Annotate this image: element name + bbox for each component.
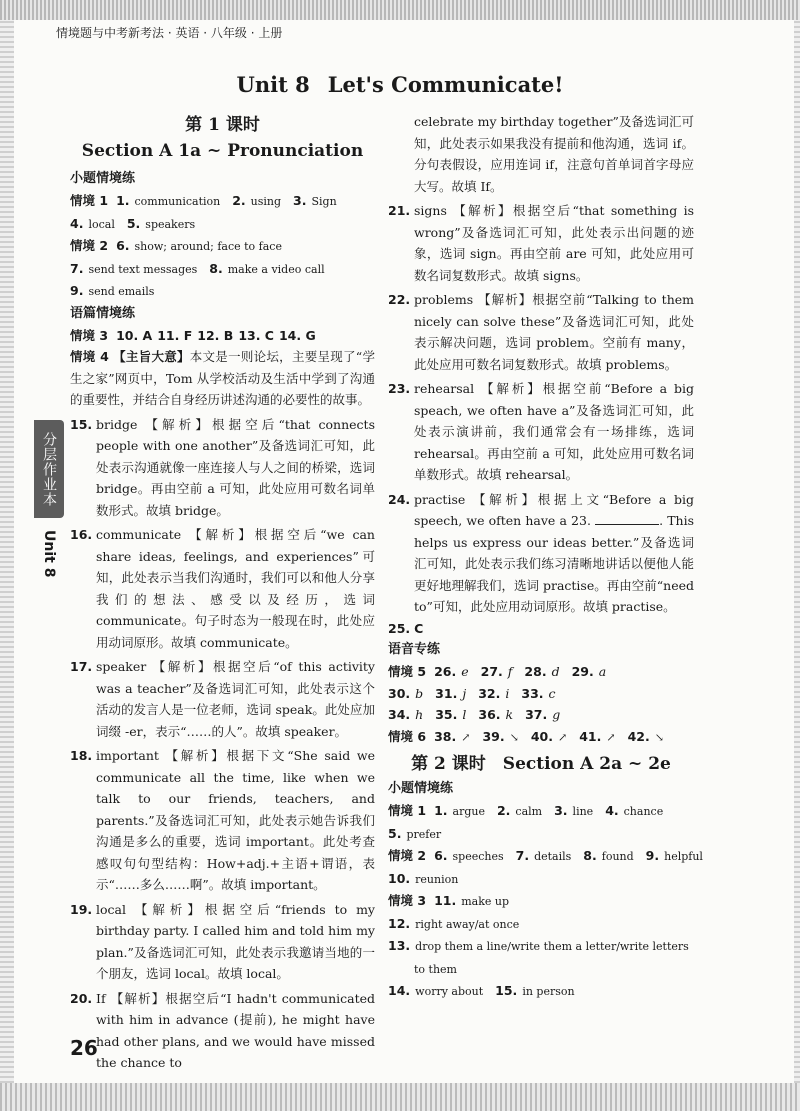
side-unit-label: Unit 8 [41,530,57,578]
question-number: 40. [530,728,553,744]
question-number: 31. [435,685,458,701]
answer-text: ↗ [606,730,616,744]
answer-text: k [505,707,514,722]
unit-name: Let's Communicate! [327,72,564,97]
subsection-heading: 小题情境练 [388,781,454,796]
question-number: 29. [571,664,594,679]
answer-line [70,213,375,236]
question-number: 28. [524,664,547,679]
left-column [70,108,375,1074]
answer-line [388,890,694,913]
answer-text: ↘ [654,730,664,744]
question-number: 7. [515,848,530,863]
question-number: 42. [627,728,650,744]
answer-text: send emails [88,285,155,298]
side-tab: 分层作业本 [34,420,64,518]
answer-text: Sign [311,195,337,208]
scenario-label: 情境 2 [70,238,109,253]
blank-line [595,512,659,525]
answer-line [70,190,375,213]
answer-text: ↘ [509,730,519,744]
question-number: 2. [496,803,511,818]
answer-text: f [507,664,513,679]
answer-text: calm [515,805,543,818]
answer-text: a [598,664,607,679]
answer-line [388,800,694,823]
answer-line [70,235,375,258]
answer-text: make up [461,895,510,908]
answer-line [388,683,694,705]
question-number: 3. [554,803,568,818]
answer-text: in person [522,985,575,998]
answer-item: 19. local 【解析】根据空后“friends to my birthday party. I called him and told him my plan.”及备选词汇可知，此处表示我邀请当地的一个朋友，选词 local。故填 local。 [70,901,375,981]
question-number: 13. C [238,327,274,343]
scan-edge-left [0,20,14,1083]
answer-text: line [572,805,594,818]
answer-text: prefer [406,827,442,841]
question-number: 8. [583,848,597,863]
answer-line [70,258,375,281]
answer-text: found [601,850,634,863]
answer-text: c [548,685,556,701]
answer-item: 18. important 【解析】根据下文“She said we communicate all the time, like when we talk to our friends, teachers, and parents.”及备选词汇可知，此处表示她告诉我们沟通是多么的重要，选词 important。此处考查感叹句句型结构：How+adj.+主语+谓语，表示“……多么……啊”。故填 important。 [70,748,375,892]
answer-text: ↗ [557,730,568,744]
right-column [388,108,703,1003]
question-number: 8. [209,260,223,276]
scenario-label: 情境 2 [388,848,427,863]
answer-text: speeches [452,850,504,863]
answer-text: send text messages [88,262,198,276]
scenario-label: 情境 3 [70,327,109,343]
answer-line [388,868,694,891]
answer-text: b [415,685,424,701]
answer-text: g [552,707,561,722]
question-number: 9. [70,283,84,298]
answer-line [388,661,694,683]
answer-text: show; around; face to face [134,240,282,253]
question-number: 11. F [157,327,193,343]
question-number: 10. [388,870,411,886]
answer-text: make a video call [227,262,325,276]
question-number: 37. [525,707,548,722]
running-header: 情境题与中考新考法 · 英语 · 八年级 · 上册 [56,26,283,40]
subsection-heading: 语音专练 [388,642,441,657]
answer-item: 20. If 【解析】根据空后“I hadn't communicated with him in advance (提前), he might have had other plans, and we would have missed the chance to [70,990,375,1070]
question-number: 6. [434,848,448,863]
lesson-heading: 第 2 课时 Section A 2a ~ 2e [411,754,671,774]
question-number: 12. [388,915,411,931]
scenario-label: 情境 5 [388,664,427,679]
question-number: 32. [478,685,501,701]
answer-line [388,913,694,936]
answer-line [388,704,694,726]
question-number: 2. [232,193,246,208]
scenario-label: 情境 3 [388,893,427,908]
subsection-heading: 小题情境练 [70,171,136,186]
answer-text: speakers [145,217,196,231]
answer-text: helpful [664,850,703,863]
question-number: 4. [605,803,619,818]
question-number: 35. [435,707,458,722]
answer-line [388,845,703,868]
question-number: 26. [434,664,457,679]
section-heading: Section A 1a ~ Pronunciation [81,141,364,161]
scenario-label: 情境 1 [70,193,109,208]
answer-text: chance [623,805,664,818]
question-number: 14. [388,983,411,998]
answer-text: communication [134,195,221,208]
question-number: 38. [434,728,457,744]
answer-text: worry about [415,985,484,998]
topic-tag: 【主旨大意】 [113,349,190,364]
unit-number: Unit 8 [236,72,310,97]
question-number: 13. [388,938,411,953]
page-number: 26 [70,1036,98,1060]
answer-text: d [551,664,560,679]
scan-edge-right [794,20,800,1083]
answer-text: l [462,707,467,722]
summary-text: 本文是一则论坛，主要呈现了“学生之家”网页中，Tom 从学校活动及生活中学到了沟通的重要性，并结合自身经历讲述沟通的必要性的故事。 [70,349,375,407]
answer-text: h [415,707,424,722]
answer-text: i [505,685,510,701]
answer-item: 24. practise 【解析】根据上文“Before a big speech, we often have a 23. . This helps us express our ideas better.”及备选词汇可知，此处表示我们练习清晰地讲话以便他人能更好地理解我们，选词 practise。再由空前“need to”可知，此处应用动词原形。故填 practise。 [388,491,694,614]
question-number: 12. B [197,327,234,343]
answer-item: 16. communicate 【解析】根据空后“we can share ideas, feelings, and experiences”可知，此处表示当我们沟通时，我们可以和他人分享我们的想法、感受以及经历，选词 communicate。句子时态为一般现在时，此处应用动词原形。故填 communicate。 [70,527,375,650]
scan-edge-top [0,0,800,20]
question-number: 27. [480,664,503,679]
answer-line [388,726,694,749]
question-number: 34. [388,707,411,722]
question-number: 1. [116,193,130,208]
answer-text: drop them a line/write them a letter/write letters to them [414,940,689,976]
answer-text: right away/at once [415,917,520,931]
question-number: 6. [116,238,130,253]
question-number: 39. [482,728,505,744]
question-number: 5. [388,825,402,841]
answer-item: 15. bridge 【解析】根据空后“that connects people with one another”及备选词汇可知，此处表示沟通就像一座连接人与人之间的桥梁，选词 bridge。再由空前 a 可知，此处应用可数名词单数形式。故填 bridge。 [70,416,375,518]
scenario-label: 情境 4 [70,349,109,364]
question-number: 4. [70,215,84,231]
question-number: 9. [645,848,660,863]
summary-paragraph [70,346,375,411]
answer-text: reunion [415,872,459,886]
question-number: 11. [434,893,457,908]
question-number: 36. [478,707,501,722]
scan-edge-bottom [0,1083,800,1111]
answer-line [388,823,694,846]
subsection-heading: 语篇情境练 [70,305,136,321]
scenario-label: 情境 1 [388,803,427,818]
question-number: 41. [579,728,602,744]
unit-title [0,72,800,97]
answer-text: details [534,850,572,863]
answer-text: argue [452,805,485,818]
question-number: 30. [388,685,411,701]
answer-line: 25. C [388,620,424,636]
question-number: 10. A [116,327,153,343]
answer-text: using [250,195,282,208]
answer-text: local [88,217,115,231]
answer-line [388,935,694,980]
answer-item: 21. signs 【解析】根据空后“that something is wrong”及备选词汇可知，此处表示出问题的迹象，选词 sign。再由空前 are 可知，此处应用可数名词复数形式。故填 signs。 [388,203,694,283]
question-number: 33. [521,685,544,701]
answer-text: j [462,685,467,701]
question-number: 14. G [278,327,316,343]
question-number: 5. [126,215,141,231]
answer-item: 17. speaker 【解析】根据空后“of this activity was a teacher”及备选词汇可知，此处表示这个活动的发言人是一位老师，选词 speak。此处应加词缀 -er，表示“……的人”。故填 speaker。 [70,659,375,739]
answer-item: 23. rehearsal 【解析】根据空前“Before a big speach, we often have a”及备选词汇可知，此处表示演讲前，我们通常会有一场排练，选词 rehearsal。再由空前 a 可知，此处应用可数名词单数形式。故填 rehearsal。 [388,381,694,482]
answer-text: ↗ [461,730,471,744]
answer-text: e [461,664,469,679]
answer-line [388,980,694,1003]
scenario-label: 情境 6 [388,728,427,744]
answer-item: 22. problems 【解析】根据空前“Talking to them nicely can solve these”及备选词汇可知，此处表示解决问题，选词 problem。空前有 many，此处应用可数名词复数形式。故填 problems。 [388,292,694,372]
answer-line [70,325,375,347]
question-number: 1. [434,803,448,818]
question-number: 15. [495,983,518,998]
answer-item-continued: celebrate my birthday together”及备选词汇可知，此处表示如果我没有提前和他沟通，选词 if。分句表假设，应用连词 if，注意句首单词首字母应大写。故填 If。 [414,114,694,194]
lesson-heading: 第 1 课时 [185,115,260,135]
question-number: 3. [293,193,307,208]
answer-line [70,280,375,303]
question-number: 7. [70,260,84,276]
